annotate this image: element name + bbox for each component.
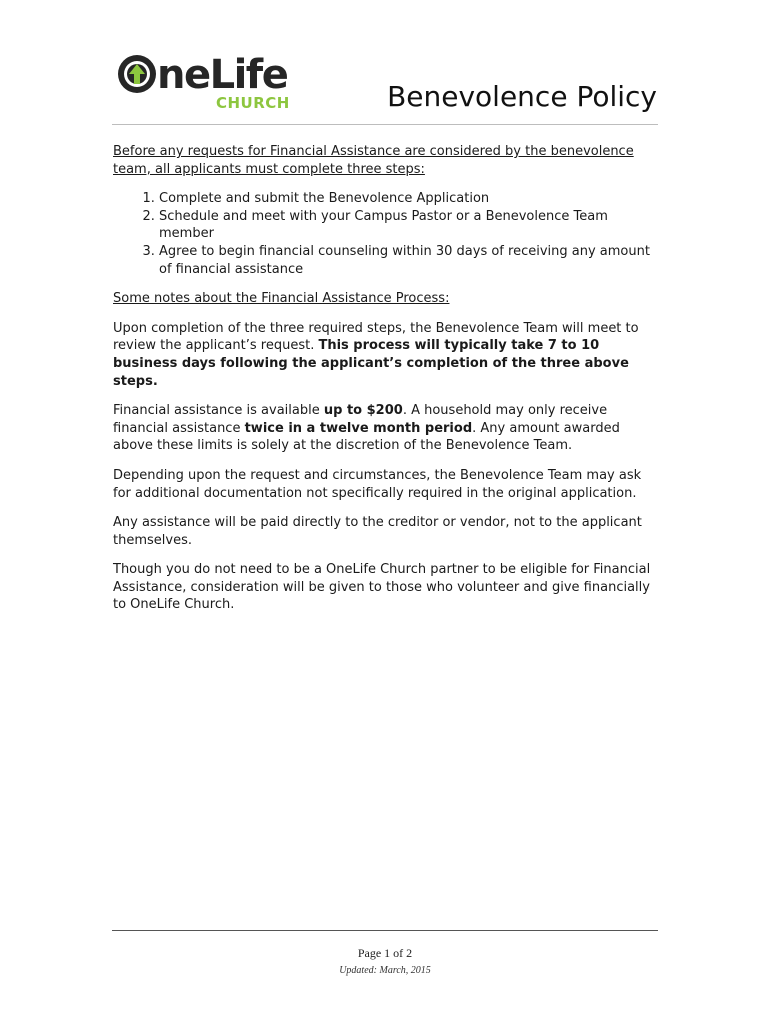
limits-text-1: Financial assistance is available xyxy=(113,403,324,419)
limits-text-2: . A household may only receive financial assistance xyxy=(113,403,608,436)
limits-paragraph xyxy=(113,402,658,455)
intro-text: Before any requests for Financial Assistance are considered by the benevolence team, all applicants must complete three steps: xyxy=(113,144,634,177)
eligibility-paragraph: Though you do not need to be a OneLife Church partner to be eligible for Financial Assistance, consideration will be given to those who volunteer and give financially to OneLife Church. xyxy=(113,562,651,613)
page-number: Page 1 of 2 xyxy=(357,946,413,960)
step-item: 2. Schedule and meet with your Campus Pastor or a Benevolence Team member xyxy=(159,208,658,243)
logo-arrow-icon xyxy=(118,55,156,93)
documentation-paragraph: Depending upon the request and circumstances, the Benevolence Team may ask for additional documentation not specifically required in the original application. xyxy=(113,467,642,501)
notes-heading: Some notes about the Financial Assistance Process: xyxy=(113,291,450,307)
footer-divider xyxy=(112,930,658,931)
updated-label: Updated: xyxy=(339,965,377,976)
limits-text-3: . Any amount awarded above these limits is solely at the discretion of the Benevolence Team. xyxy=(113,420,620,454)
updated-date: March, 2015 xyxy=(379,965,431,976)
payment-paragraph: Any assistance will be paid directly to the creditor or vendor, not to the applicant themselves. xyxy=(113,515,642,548)
onelife-church-logo xyxy=(118,52,298,114)
step-item: 1. Complete and submit the Benevolence Application xyxy=(159,190,658,208)
document-body xyxy=(113,143,658,626)
process-timeline-emphasis: This process will typically take 7 to 10 business days following the applicant’s completion of the three above steps. xyxy=(113,338,629,389)
amount-limit-emphasis: up to $200 xyxy=(323,403,403,419)
logo-wordmark xyxy=(118,52,287,98)
steps-list xyxy=(113,190,658,278)
process-text: Upon completion of the three required steps, the Benevolence Team will meet to review the applicant’s request. xyxy=(113,320,639,354)
frequency-limit-emphasis: twice in a twelve month period xyxy=(244,420,473,436)
step-item: 3. Agree to begin financial counseling within 30 days of receiving any amount of financial assistance xyxy=(159,243,658,278)
process-paragraph xyxy=(113,320,658,390)
header-divider xyxy=(112,124,658,125)
updated-note xyxy=(0,965,770,976)
logo-wordmark-text: neLife xyxy=(157,52,288,98)
logo-subtitle: CHURCH xyxy=(216,94,290,112)
page-title: Benevolence Policy xyxy=(387,80,657,113)
